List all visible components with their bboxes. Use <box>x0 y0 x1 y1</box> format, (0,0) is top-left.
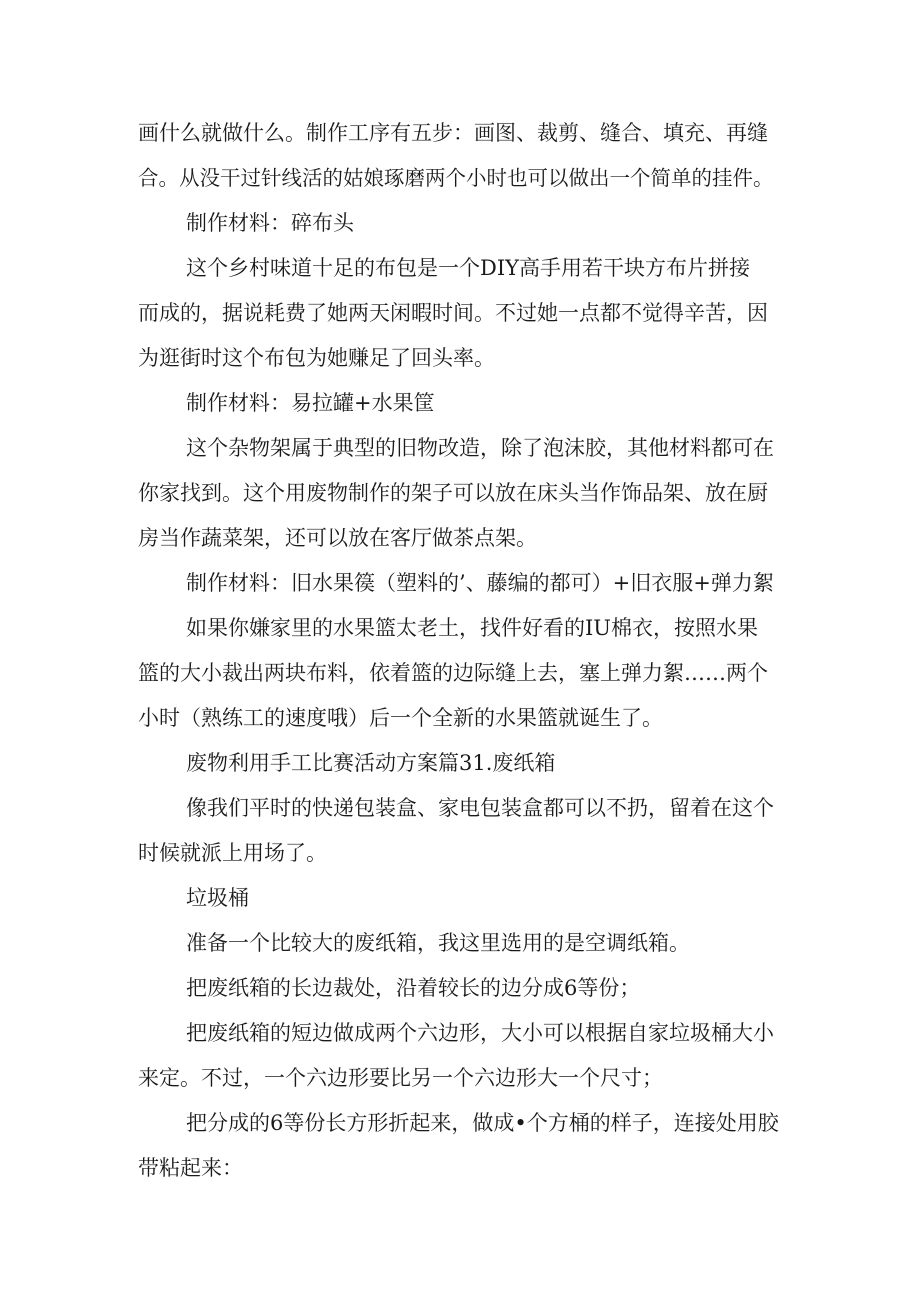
text-line: 时候就派上用场了。 <box>138 841 327 865</box>
subheading: 垃圾桶 <box>186 886 249 910</box>
text-line: 这个乡村味道十足的布包是一个DIY高手用若干块方布片拼接 <box>186 256 750 280</box>
text-line: 准备一个比较大的废纸箱，我这里选用的是空调纸箱。 <box>186 931 690 955</box>
text-line: 把废纸箱的短边做成两个六边形，大小可以根据自家垃圾桶大小 <box>186 1021 774 1045</box>
text-line: 而成的，据说耗费了她两天闲暇时间。不过她一点都不觉得辛苦，因 <box>138 301 768 325</box>
text-line: 制作材料：碎布头 <box>186 211 354 235</box>
text-line: 制作材料：易拉罐+水果筐 <box>186 391 435 415</box>
document-body <box>138 111 788 1191</box>
section-heading: 废物利用手工比赛活动方案篇31.废纸箱 <box>186 751 556 775</box>
text-line: 房当作蔬菜架，还可以放在客厅做茶点架。 <box>138 526 537 550</box>
text-line: 小时（熟练工的速度哦）后一个全新的水果篮就诞生了。 <box>138 706 663 730</box>
text-line: 如果你嫌家里的水果篮太老土，找件好看的IU棉衣，按照水果 <box>186 616 758 640</box>
text-line: 合。从没干过针线活的姑娘琢磨两个小时也可以做出一个简单的挂件。 <box>138 166 774 190</box>
text-line: 来定。不过，一个六边形要比另一个六边形大一个尺寸； <box>138 1066 663 1090</box>
text-line: 把废纸箱的长边裁处，沿着较长的边分成6等份； <box>186 976 641 1000</box>
text-line: 把分成的6等份长方形折起来，做成•个方桶的样子，连接处用胶 <box>186 1111 779 1135</box>
text-line: 篮的大小裁出两块布料，依着篮的边际缝上去，塞上弹力絮……两个 <box>138 661 768 685</box>
text-line: 画什么就做什么。制作工序有五步：画图、裁剪、缝合、填充、再缝 <box>138 121 768 145</box>
text-line: 制作材料：旧水果篌（塑料的’、藤编的都可）+旧衣服+弹力絮 <box>186 571 774 595</box>
text-line: 带粘起来： <box>138 1156 243 1180</box>
text-line: 你家找到。这个用废物制作的架子可以放在床头当作饰品架、放在厨 <box>138 481 768 505</box>
text-line: 为逛街时这个布包为她赚足了回头率。 <box>138 346 495 370</box>
text-line: 这个杂物架属于典型的旧物改造，除了泡沫胶，其他材料都可在 <box>186 436 774 460</box>
text-line: 像我们平时的快递包装盒、家电包装盒都可以不扔，留着在这个 <box>186 796 774 820</box>
